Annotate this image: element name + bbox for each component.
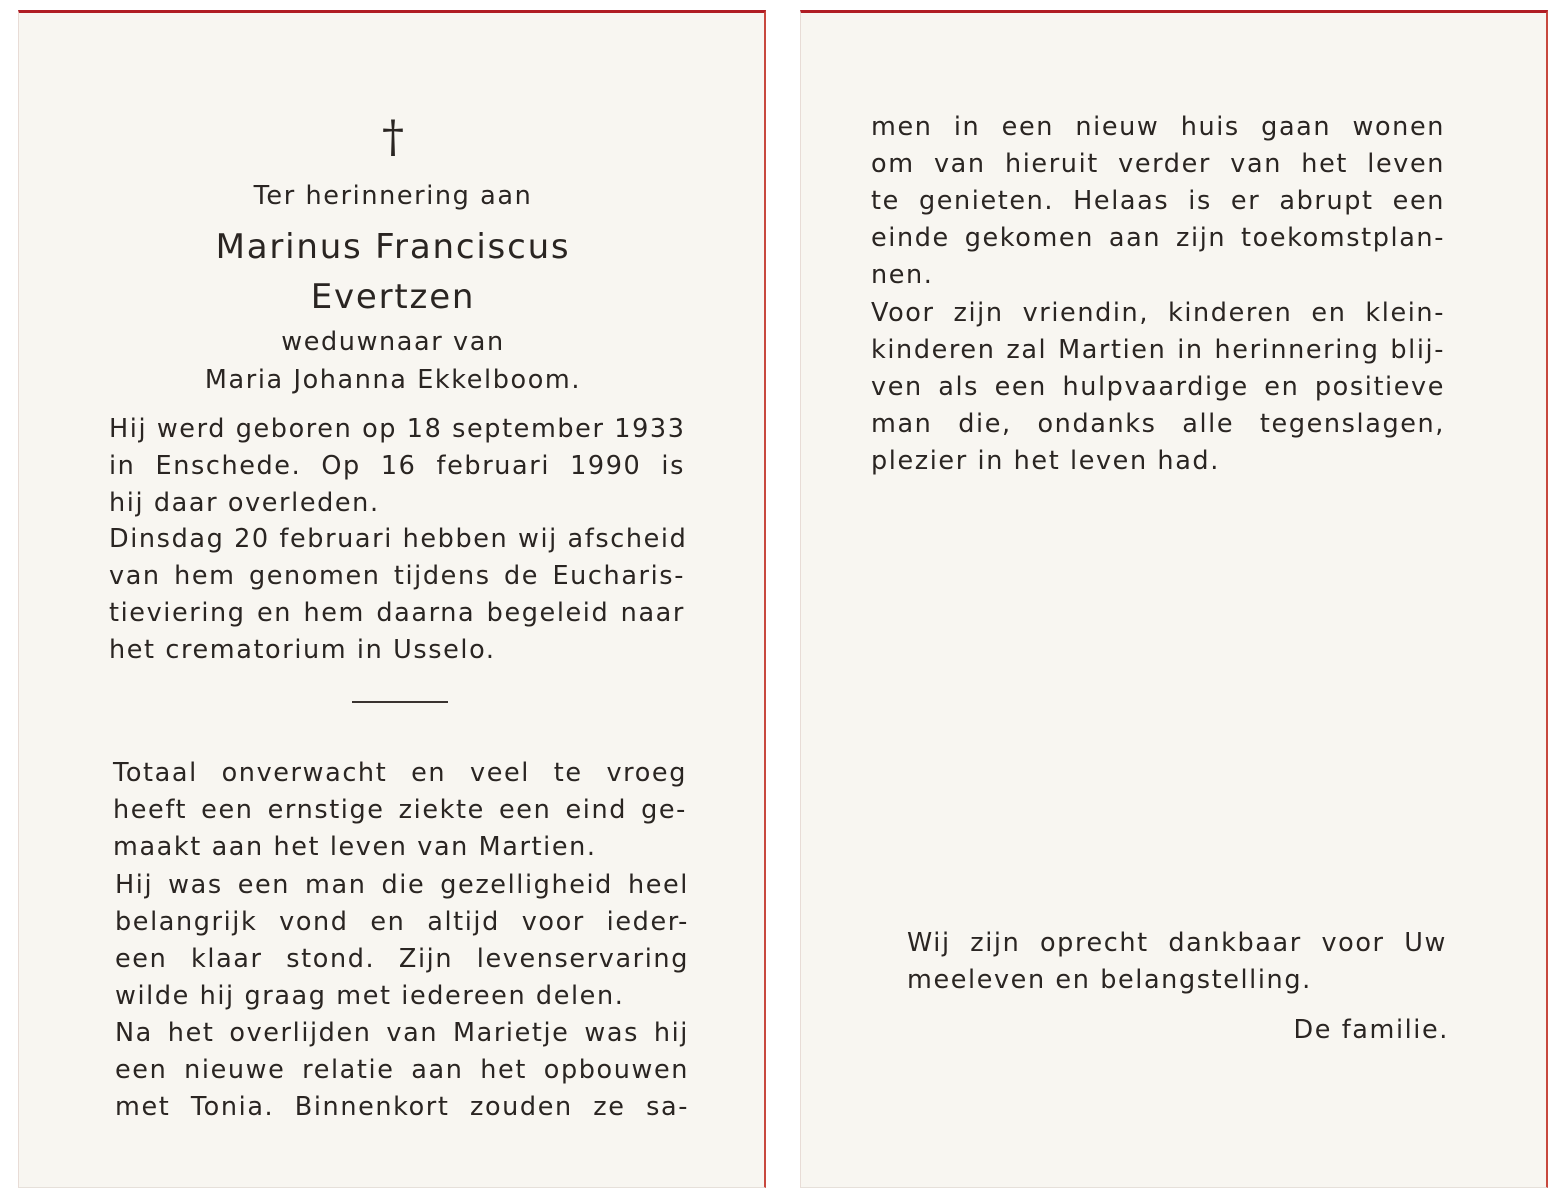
paragraph-illness [113, 755, 687, 866]
text-line: Wij zijn oprecht dankbaar voor Uw [907, 928, 1447, 958]
thanks-paragraph [907, 925, 1447, 999]
funeral-line: Dinsdag 20 februari hebben wij afscheid [109, 524, 688, 554]
text-line: Hij was een man die gezelligheid heel [115, 870, 689, 900]
bio-line: hij daar overleden. [109, 488, 380, 518]
bio-paragraph [109, 411, 685, 522]
divider-line [352, 701, 448, 703]
text-line: men in een nieuw huis gaan wonen [871, 112, 1445, 142]
text-line: meeleven en belangstelling. [907, 965, 1312, 995]
paragraph-plans [871, 109, 1445, 294]
text-line: om van hieruit verder van het leven [871, 149, 1445, 179]
deceased-name-line2: Evertzen [310, 277, 476, 317]
text-line: Na het overlijden van Marietje was hij [115, 1018, 689, 1048]
text-line: belangrijk vond en altijd voor ieder- [115, 907, 689, 937]
funeral-line: het crematorium in Usselo. [109, 635, 496, 665]
cross-icon: † [382, 112, 404, 163]
funeral-paragraph [109, 521, 688, 669]
widower-line2: Maria Johanna Ekkelboom. [204, 365, 582, 395]
text-line: Voor zijn vriendin, kinderen en klein- [871, 298, 1445, 328]
text-line: Totaal onverwacht en veel te vroeg [113, 758, 687, 788]
paragraph-relationship [115, 1015, 689, 1126]
text-line: heeft een ernstige ziekte een eind ge- [113, 795, 687, 825]
memorial-card-back [800, 10, 1548, 1188]
text-line: man die, ondanks alle tegenslagen, [871, 409, 1445, 439]
text-line: een klaar stond. Zijn levenservaring [115, 944, 689, 974]
widower-line1: weduwnaar van [281, 327, 505, 357]
intro-text: Ter herinnering aan [253, 181, 533, 211]
text-line: kinderen zal Martien in herinnering blij- [871, 335, 1445, 365]
paragraph-remembrance [871, 295, 1445, 480]
text-line: ven als een hulpvaardige en positieve [871, 372, 1445, 402]
signature: De familie. [1293, 1015, 1449, 1045]
text-line: met Tonia. Binnenkort zouden ze sa- [115, 1092, 689, 1122]
funeral-line: van hem genomen tijdens de Eucharis- [109, 561, 685, 591]
memorial-card-front [18, 10, 766, 1188]
bio-line: Hij werd geboren op 18 september 1933 [109, 414, 686, 444]
text-line: te genieten. Helaas is er abrupt een [871, 186, 1445, 216]
text-line: einde gekomen aan zijn toekomstplan- [871, 223, 1445, 253]
text-line: wilde hij graag met iedereen delen. [115, 981, 625, 1011]
text-line: nen. [871, 260, 934, 290]
funeral-line: tieviering en hem daarna begeleid naar [109, 598, 685, 628]
text-line: plezier in het leven had. [871, 446, 1220, 476]
paragraph-character [115, 867, 689, 1015]
deceased-name-line1: Marinus Franciscus [215, 227, 571, 267]
text-line: maakt aan het leven van Martien. [113, 832, 597, 862]
text-line: een nieuwe relatie aan het opbouwen [115, 1055, 689, 1085]
bio-line: in Enschede. Op 16 februari 1990 is [109, 451, 685, 481]
